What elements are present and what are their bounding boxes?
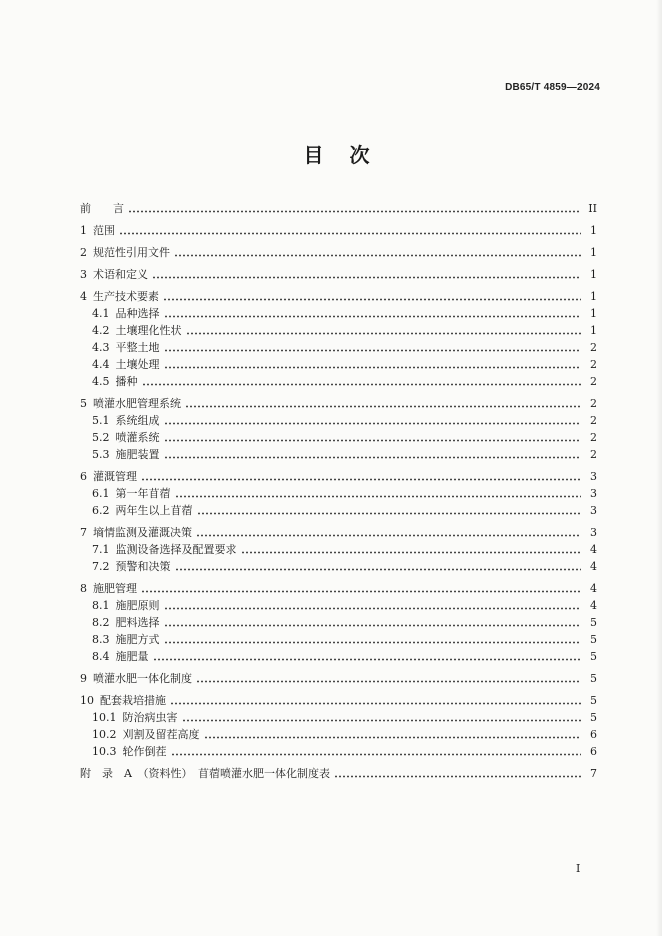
toc-entry-title: 轮作倒茬	[122, 745, 167, 758]
toc-entry-page-number: 4	[590, 543, 597, 556]
toc-entry-number: 8.2	[92, 616, 110, 629]
toc-entry	[80, 709, 597, 726]
toc-entry-title: 平整土地	[115, 341, 160, 354]
dot-leader	[163, 298, 581, 301]
dot-leader	[164, 349, 582, 352]
toc-entry-page-number: 5	[590, 711, 597, 724]
toc-entry-number: 10.1	[92, 711, 117, 724]
toc-entry-number: 8.4	[92, 650, 110, 663]
toc-entry-number: 8	[80, 582, 87, 595]
dot-leader	[164, 641, 582, 644]
toc-entry-page-number: 7	[590, 767, 597, 780]
toc-entry-number: 5.3	[92, 448, 110, 461]
toc-entry	[80, 765, 597, 782]
toc-entry	[80, 485, 597, 502]
toc-entry-page-number: 3	[590, 526, 597, 539]
toc-entry-number: 5.1	[92, 414, 110, 427]
toc-entry-title: 肥料选择	[115, 616, 160, 629]
toc-entry	[80, 726, 597, 743]
toc-entry-title: 施肥装置	[115, 448, 160, 461]
dot-leader	[153, 658, 582, 661]
toc-entry-page-number: 3	[590, 487, 597, 500]
toc-entry	[80, 580, 597, 597]
toc-entry-title: 灌溉管理	[93, 470, 137, 483]
toc-entry-title: 范围	[93, 224, 115, 237]
toc-entry	[80, 339, 597, 356]
toc-entry	[80, 743, 597, 760]
toc-entry-page-number: 4	[590, 582, 597, 595]
toc-entry-number: 4.1	[92, 307, 110, 320]
dot-leader	[204, 736, 582, 739]
toc-entry-page-number: 1	[590, 307, 597, 320]
toc-entry-title: 监测设备选择及配置要求	[115, 543, 237, 556]
dot-leader	[182, 719, 582, 722]
toc-entry	[80, 288, 597, 305]
toc-entry	[80, 692, 597, 709]
toc-entry-page-number: 4	[590, 560, 597, 573]
dot-leader	[164, 607, 582, 610]
toc-entry-page-number: 2	[590, 414, 597, 427]
dot-leader	[170, 702, 581, 705]
dot-leader	[174, 254, 581, 257]
toc-entry	[80, 395, 597, 412]
toc-entry-title: 防治病虫害	[122, 711, 178, 724]
toc-entry	[80, 305, 597, 322]
toc-entry-number: 9	[80, 672, 87, 685]
toc-entry-number: 8.3	[92, 633, 110, 646]
toc-entry-number: 10	[80, 694, 94, 707]
dot-leader	[119, 232, 581, 235]
page-title: 目 次	[303, 143, 373, 167]
toc-entry	[80, 412, 597, 429]
toc-entry	[80, 468, 597, 485]
dot-leader	[164, 624, 582, 627]
toc-entry	[80, 614, 597, 631]
toc-entry-number: 4.4	[92, 358, 110, 371]
dot-leader	[197, 512, 582, 515]
toc-entry-title: 施肥方式	[115, 633, 160, 646]
toc-entry-page-number: 1	[590, 290, 597, 303]
toc-entry-page-number: 2	[590, 375, 597, 388]
toc-entry	[80, 558, 597, 575]
toc-entry-number: 3	[80, 268, 87, 281]
toc-entry-number: 5.2	[92, 431, 110, 444]
dot-leader	[142, 383, 582, 386]
toc-entry	[80, 524, 597, 541]
toc-entry-page-number: 5	[590, 672, 597, 685]
toc-entry-page-number: 1	[590, 324, 597, 337]
toc-entry-number: 4.2	[92, 324, 110, 337]
toc-entry-page-number: 5	[590, 650, 597, 663]
toc-entry-title: 预警和决策	[115, 560, 171, 573]
toc-entry-title: 喷灌水肥管理系统	[93, 397, 181, 410]
toc-entry-title: 施肥原则	[115, 599, 160, 612]
toc-entry-number: 6.2	[92, 504, 110, 517]
toc-entry	[80, 222, 597, 239]
toc-entry	[80, 597, 597, 614]
toc-entry-title: 喷灌系统	[115, 431, 160, 444]
dot-leader	[334, 775, 581, 778]
dot-leader	[164, 456, 582, 459]
toc-entry	[80, 244, 597, 261]
toc-entry	[80, 502, 597, 519]
dot-leader	[164, 315, 582, 318]
toc-entry-title: 系统组成	[115, 414, 160, 427]
toc-entry-title: 术语和定义	[93, 268, 148, 281]
dot-leader	[241, 551, 582, 554]
toc-entry-title: 规范性引用文件	[93, 246, 170, 259]
dot-leader	[175, 568, 582, 571]
toc-entry-title: 土壤理化性状	[115, 324, 182, 337]
dot-leader	[186, 332, 582, 335]
toc-entry-title: 土壤处理	[115, 358, 160, 371]
toc-entry	[80, 446, 597, 463]
toc-entry-page-number: 2	[590, 341, 597, 354]
toc-entry-number: 10.2	[92, 728, 117, 741]
toc-entry-page-number: 2	[590, 397, 597, 410]
dot-leader	[196, 534, 581, 537]
toc-entry-title: 播种	[115, 375, 138, 388]
toc-entry	[80, 200, 597, 217]
toc-entry-number: 6	[80, 470, 87, 483]
toc-entry-title: 第一年苜蓿	[115, 487, 171, 500]
toc-entry-number: 7.1	[92, 543, 110, 556]
toc-entry	[80, 429, 597, 446]
toc-entry-page-number: 1	[590, 268, 597, 281]
toc-entry-title: 两年生以上苜蓿	[115, 504, 193, 517]
toc-entry-page-number: 1	[590, 246, 597, 259]
toc-entry-page-number: 6	[590, 728, 597, 741]
toc-entry	[80, 541, 597, 558]
dot-leader	[175, 495, 582, 498]
dot-leader	[141, 478, 581, 481]
toc-entry-title: 生产技术要素	[93, 290, 159, 303]
toc-entry	[80, 373, 597, 390]
toc-entry-number: 5	[80, 397, 87, 410]
toc-entry-page-number: 3	[590, 504, 597, 517]
toc-entry-title: 配套栽培措施	[100, 694, 166, 707]
toc-entry-number: 8.1	[92, 599, 110, 612]
dot-leader	[164, 366, 582, 369]
toc-entry	[80, 631, 597, 648]
toc-entry	[80, 322, 597, 339]
toc-entry-number: 6.1	[92, 487, 110, 500]
toc-entry-number: 4	[80, 290, 87, 303]
toc-entry-title: 附 录 A （资料性） 苜蓿喷灌水肥一体化制度表	[80, 767, 330, 780]
toc-entry-page-number: 2	[590, 448, 597, 461]
toc-entry-title: 施肥量	[115, 650, 149, 663]
toc-entry-title: 喷灌水肥一体化制度	[93, 672, 192, 685]
toc-entry-title: 前 言	[80, 202, 124, 215]
toc-entry-number: 10.3	[92, 745, 117, 758]
dot-leader	[171, 753, 582, 756]
toc-entry-page-number: 3	[590, 470, 597, 483]
toc-entry-page-number: 2	[590, 431, 597, 444]
toc-entry-page-number: 2	[590, 358, 597, 371]
toc-entry-title: 刈割及留茬高度	[122, 728, 200, 741]
footer-page-number: I	[576, 862, 581, 875]
toc-entry-page-number: 4	[590, 599, 597, 612]
toc-entry	[80, 648, 597, 665]
standard-code: DB65/T 4859—2024	[505, 82, 600, 93]
dot-leader	[164, 439, 582, 442]
toc-entry-page-number: 5	[590, 633, 597, 646]
toc-entry-title: 墒情监测及灌溉决策	[93, 526, 192, 539]
toc-entry-title: 品种选择	[115, 307, 160, 320]
dot-leader	[164, 422, 582, 425]
toc-entry	[80, 356, 597, 373]
toc-entry-page-number: 1	[590, 224, 597, 237]
dot-leader	[128, 210, 581, 213]
toc-entry-number: 7	[80, 526, 87, 539]
toc-entry-title: 施肥管理	[93, 582, 137, 595]
toc-entry-page-number: II	[588, 202, 597, 215]
table-of-contents	[80, 200, 597, 782]
toc-entry-page-number: 5	[590, 616, 597, 629]
toc-entry-page-number: 5	[590, 694, 597, 707]
toc-entry-number: 1	[80, 224, 87, 237]
toc-entry	[80, 266, 597, 283]
dot-leader	[185, 405, 581, 408]
toc-entry-number: 2	[80, 246, 87, 259]
dot-leader	[152, 276, 581, 279]
toc-entry-page-number: 6	[590, 745, 597, 758]
toc-entry	[80, 670, 597, 687]
dot-leader	[141, 590, 581, 593]
toc-entry-number: 7.2	[92, 560, 110, 573]
dot-leader	[196, 680, 581, 683]
toc-entry-number: 4.3	[92, 341, 110, 354]
toc-entry-number: 4.5	[92, 375, 110, 388]
